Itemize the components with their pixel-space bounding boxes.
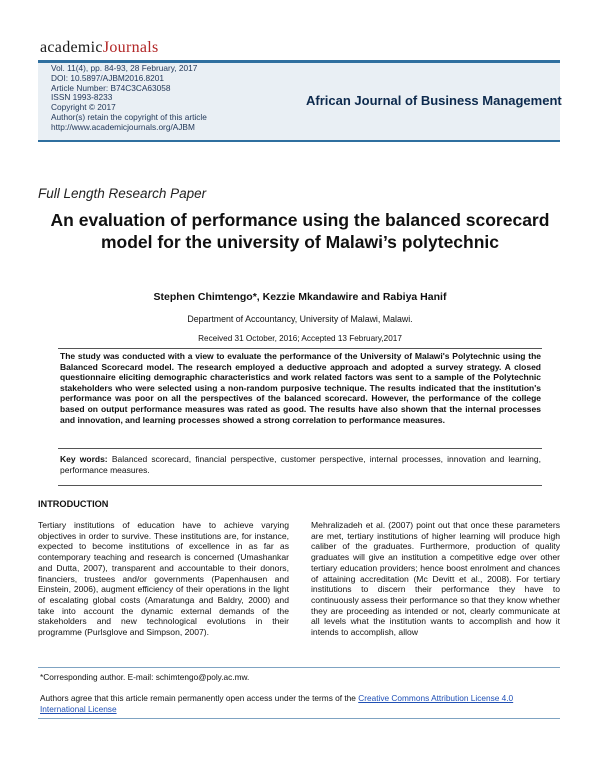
- paper-type: Full Length Research Paper: [38, 186, 207, 201]
- footnote-rule: [38, 667, 560, 668]
- license-link[interactable]: Creative Commons Attribution License 4.0 International License: [40, 693, 514, 714]
- paper-affiliation: Department of Accountancy, University of Malawi, Malawi.: [187, 314, 413, 324]
- license-text: Authors agree that this article remain permanently open access under the terms of the: [40, 693, 359, 703]
- meta-doi: DOI: 10.5897/AJBM2016.8201: [51, 72, 165, 83]
- license-notice: [40, 693, 560, 714]
- paper-authors: Stephen Chimtengo*, Kezzie Mkandawire and Rabiya Hanif: [153, 291, 447, 303]
- header-bottom-rule: [38, 140, 560, 142]
- keywords-list: Balanced scorecard, financial perspective, customer perspective, internal processes, innovation and learning, performance measures.: [60, 454, 541, 475]
- meta-copyright: Copyright © 2017: [51, 102, 116, 113]
- keywords: [60, 454, 541, 475]
- meta-issn: ISSN 1993-8233: [51, 92, 113, 103]
- meta-url[interactable]: http://www.academicjournals.org/AJBM: [51, 121, 195, 132]
- abstract-top-rule: [58, 348, 542, 349]
- section-heading-introduction: INTRODUCTION: [38, 499, 109, 509]
- journal-name: African Journal of Business Management: [306, 93, 562, 108]
- logo-academic: academic: [40, 39, 103, 56]
- corresponding-author: *Corresponding author. E-mail: schimtengo@poly.ac.mw.: [40, 672, 250, 682]
- meta-rights: Author(s) retain the copyright of this article: [51, 111, 207, 122]
- abstract: The study was conducted with a view to evaluate the performance of the University of Malawi's Polytechnic using the Balanced Scorecard model. The research employed a deductive approach and adopted a survey strategy. A closed questionnaire eliciting demographic characteristics and work related factors was sent to a sample of the Polytechnic stakeholders who were selected using a non-random purposive technique. The results indicated that the institution's performance was poor on all the perspectives of the balanced scorecard. However, the performance of the college based on output performance measures was rated as good. The results have also shown that the internal processes and innovation, and learning processes showed a strong correlation to performance measures.: [60, 351, 541, 425]
- keywords-bottom-rule: [58, 485, 542, 486]
- keywords-label: Key words:: [60, 454, 108, 464]
- paper-title: An evaluation of performance using the balanced scorecard model for the university of Malawi’s polytechnic: [50, 210, 550, 252]
- meta-volume: Vol. 11(4), pp. 84-93, 28 February, 2017: [51, 63, 198, 73]
- article-meta: [51, 64, 207, 133]
- abstract-bottom-rule: [58, 448, 542, 449]
- logo-journals: Journals: [102, 39, 159, 56]
- journal-logo: [40, 39, 159, 57]
- paper-dates: Received 31 October, 2016; Accepted 13 February,2017: [198, 334, 402, 343]
- intro-column-left: Tertiary institutions of education have to achieve varying objectives in order to survive. These institutions are, for instance, expected to become institutions of excellence in as far as contemporary teaching and research is concerned (Umashankar and Dutta, 2007), transparent and accountable to their donors, financiers, trustees and/or governments (Papenhausen and Einstein, 2006), augment efficiency of their operations in the light of escalating global costs (Amaratunga and Baldry, 2000) and take into account the dynamic external demands of the stakeholders and new technological evolutions in their programme (Purlsglove and Simpson, 2007).: [38, 520, 289, 638]
- intro-column-right: Mehralizadeh et al. (2007) point out that once these parameters are met, tertiary institutions of higher learning will produce high caliber of the graduates. Furthermore, production of quality graduates will give an institution a competitive edge over other tertiary education providers; hence boost enrolment and chances of attaining accreditation (Mc Devitt et al., 2008). For tertiary institutions to discern their performance they have to continuously assess their performance so that they know whether they are proceeding as intended or not, clearly communicate at all levels what the institution wants to accomplish and how it intends to accomplish, allow: [311, 520, 560, 638]
- footer-bottom-rule: [38, 718, 560, 719]
- meta-article-number: Article Number: B74C3CA63058: [51, 82, 171, 93]
